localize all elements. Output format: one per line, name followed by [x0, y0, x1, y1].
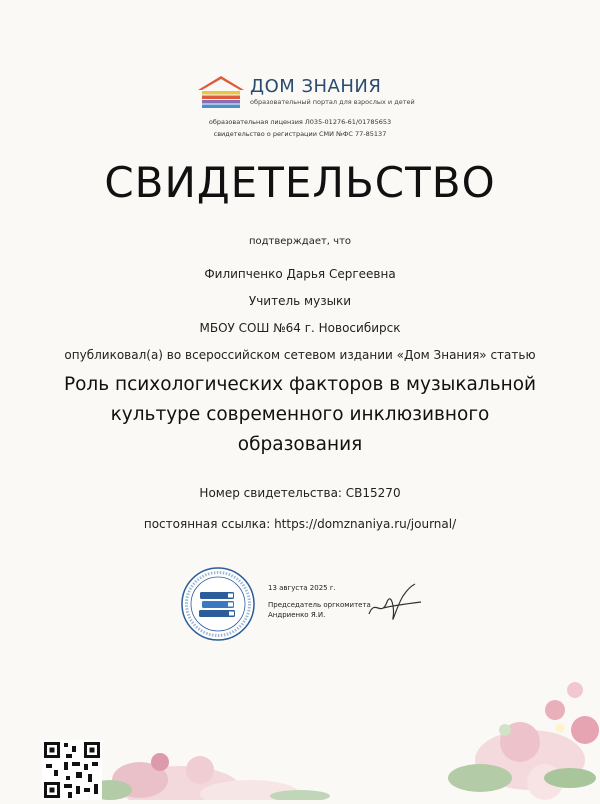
recipient-organization: МБОУ СОШ №64 г. Новосибирск	[199, 321, 401, 335]
published-text: опубликовал(а) во всероссийском сетевом издании «Дом Знания» статью	[64, 348, 536, 362]
signature-date: 13 августа 2025 г.	[268, 584, 336, 592]
house-logo-icon	[196, 74, 246, 110]
article-title-line: Роль психологических факторов в музыкальной	[63, 374, 537, 395]
signature-name: Андриенко Я.И.	[268, 611, 326, 619]
recipient-name: Филипченко Дарья Сергеевна	[204, 267, 396, 281]
recipient-position: Учитель музыки	[248, 294, 352, 308]
permanent-link: постоянная ссылка: https://domznaniya.ru/journal/	[143, 517, 457, 531]
article-title-line: культуре современного инклюзивного	[110, 404, 490, 425]
certificate-number: Номер свидетельства: СВ15270	[199, 486, 401, 500]
article-title	[50, 370, 550, 460]
signature-role: Председатель оргкомитета	[268, 601, 371, 609]
brand-logo	[196, 74, 416, 114]
registration-text: свидетельство о регистрации СМИ №ФС 77-85137	[213, 130, 387, 138]
certificate-title: СВИДЕТЕЛЬСТВО	[104, 158, 496, 207]
confirms-text: подтверждает, что	[248, 236, 352, 247]
license-text: образовательная лицензия Л035-01276-61/01785653	[208, 118, 392, 126]
qr-code-icon	[42, 740, 102, 800]
brand-name: ДОМ ЗНАНИЯ	[250, 76, 382, 97]
article-title-line: образования	[237, 434, 363, 455]
brand-tagline: образовательный портал для взрослых и детей	[250, 98, 415, 106]
signature-icon	[365, 578, 425, 628]
books-seal-icon	[180, 566, 256, 642]
